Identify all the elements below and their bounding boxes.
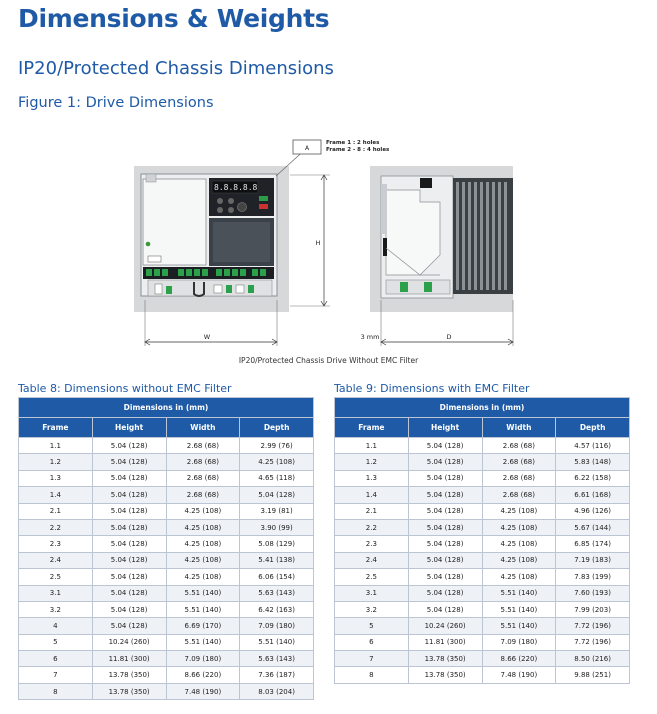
table-cell: 5.04 (128) [408, 438, 482, 454]
table-cell: 5.51 (140) [166, 585, 240, 601]
column-header: Height [408, 418, 482, 438]
table-cell: 2.4 [335, 552, 409, 568]
table-group-header: Dimensions in (mm) [19, 398, 314, 418]
table-cell: 8 [19, 683, 93, 699]
table-cell: 9.88 (251) [556, 667, 630, 683]
table-row [335, 601, 630, 617]
table-cell: 1.2 [335, 454, 409, 470]
terminal [162, 269, 168, 276]
table-cell: 7.48 (190) [166, 683, 240, 699]
table-cell: 1.2 [19, 454, 93, 470]
table-cell: 8.50 (216) [556, 651, 630, 667]
table-row [19, 651, 314, 667]
table-cell: 10.24 (260) [92, 634, 166, 650]
table-row [19, 618, 314, 634]
column-header: Frame [19, 418, 93, 438]
table-cell: 6 [19, 651, 93, 667]
table-cell: 4 [19, 618, 93, 634]
table-cell: 6 [335, 634, 409, 650]
keypad-button [228, 207, 234, 213]
hole-callout-label: A [304, 145, 310, 152]
table-row [335, 585, 630, 601]
table-cell: 5.63 (143) [240, 585, 314, 601]
table-row [335, 487, 630, 503]
table-cell: 1.4 [19, 487, 93, 503]
depth-label: D [446, 333, 452, 341]
terminal [146, 269, 152, 276]
table-cell: 2.68 (68) [482, 487, 556, 503]
table-cell: 5.51 (140) [166, 601, 240, 617]
table-cell: 2.5 [19, 569, 93, 585]
terminal [252, 269, 258, 276]
table-row [19, 683, 314, 699]
table-cell: 5.04 (128) [92, 569, 166, 585]
table-cell: 5.04 (128) [408, 519, 482, 535]
status-led [146, 242, 151, 247]
table-cell: 5 [335, 618, 409, 634]
front-cover [143, 179, 206, 265]
table-cell: 5.04 (128) [92, 552, 166, 568]
table-cell: 3.2 [335, 601, 409, 617]
table-cell: 2.68 (68) [482, 438, 556, 454]
table-cell: 3.2 [19, 601, 93, 617]
table-cell: 1.3 [335, 470, 409, 486]
table-row [19, 552, 314, 568]
table-cell: 8.66 (220) [482, 651, 556, 667]
table-cell: 5.04 (128) [92, 438, 166, 454]
table-cell: 4.25 (108) [166, 552, 240, 568]
table-cell: 7.60 (193) [556, 585, 630, 601]
table-cell: 5.63 (143) [240, 651, 314, 667]
table-cell: 5.04 (128) [92, 487, 166, 503]
hole-note-frame2: Frame 2 - 8 : 4 holes [326, 147, 390, 153]
table-row [19, 667, 314, 683]
table-cell: 8.03 (204) [240, 683, 314, 699]
table-cell: 13.78 (350) [408, 651, 482, 667]
table-cell: 3.19 (81) [240, 503, 314, 519]
column-header: Depth [240, 418, 314, 438]
table-row [335, 470, 630, 486]
table-cell: 4.25 (108) [166, 569, 240, 585]
section-title: IP20/Protected Chassis Dimensions [18, 58, 334, 79]
table-cell: 6.85 (174) [556, 536, 630, 552]
table-cell: 3.1 [19, 585, 93, 601]
table-row [19, 569, 314, 585]
table-row [335, 552, 630, 568]
table-cell: 6.06 (154) [240, 569, 314, 585]
table-cell: 6.22 (158) [556, 470, 630, 486]
table-cell: 3.90 (99) [240, 519, 314, 535]
rating-label [148, 256, 161, 262]
table-cell: 6.69 (170) [166, 618, 240, 634]
table-row [19, 438, 314, 454]
table-cell: 2.3 [335, 536, 409, 552]
table-dimensions-with-emc [334, 397, 630, 684]
table-cell: 5.04 (128) [92, 585, 166, 601]
height-label: H [315, 239, 321, 247]
table-cell: 5.04 (128) [240, 487, 314, 503]
terminal [260, 269, 266, 276]
table-group-header: Dimensions in (mm) [335, 398, 630, 418]
table-cell: 11.81 (300) [92, 651, 166, 667]
drive-dimensions-figure [0, 130, 657, 370]
table-cell: 5.04 (128) [92, 618, 166, 634]
table9-caption: Table 9: Dimensions with EMC Filter [334, 382, 530, 395]
table-cell: 5.51 (140) [482, 601, 556, 617]
table-cell: 1.1 [335, 438, 409, 454]
table-cell: 5.04 (128) [92, 503, 166, 519]
table8-caption: Table 8: Dimensions without EMC Filter [18, 382, 232, 395]
table-cell: 1.3 [19, 470, 93, 486]
table-cell: 5.04 (128) [408, 585, 482, 601]
table-cell: 4.25 (108) [166, 503, 240, 519]
display-digits: 8.8.8.8.8 [214, 183, 258, 192]
terminal [194, 269, 200, 276]
table-row [335, 651, 630, 667]
table-row [335, 503, 630, 519]
hole-note-frame1: Frame 1 : 2 holes [326, 140, 380, 146]
keypad-button [217, 198, 223, 204]
table-row [335, 667, 630, 683]
table-row [335, 634, 630, 650]
table-row [19, 470, 314, 486]
table-row [335, 536, 630, 552]
table-cell: 4.25 (108) [482, 503, 556, 519]
table-cell: 7.72 (196) [556, 634, 630, 650]
terminal [202, 269, 208, 276]
terminal [186, 269, 192, 276]
table-cell: 7.19 (183) [556, 552, 630, 568]
table-cell: 5.04 (128) [92, 601, 166, 617]
keypad-dial [238, 203, 247, 212]
table-cell: 5.04 (128) [408, 552, 482, 568]
column-header: Width [482, 418, 556, 438]
run-button [259, 196, 268, 201]
table-cell: 7.99 (203) [556, 601, 630, 617]
keypad-button [228, 198, 234, 204]
table-cell: 2.4 [19, 552, 93, 568]
table-cell: 2.68 (68) [166, 470, 240, 486]
table-cell: 1.1 [19, 438, 93, 454]
table-row [335, 569, 630, 585]
table-cell: 2.99 (76) [240, 438, 314, 454]
table-cell: 7.09 (180) [482, 634, 556, 650]
table-row [335, 438, 630, 454]
table-cell: 4.25 (108) [166, 519, 240, 535]
table-row [19, 585, 314, 601]
table-row [19, 487, 314, 503]
table-cell: 5.67 (144) [556, 519, 630, 535]
table-cell: 4.96 (126) [556, 503, 630, 519]
table-cell: 5.04 (128) [92, 454, 166, 470]
table-row [19, 519, 314, 535]
table-cell: 7.09 (180) [240, 618, 314, 634]
table-cell: 7 [335, 651, 409, 667]
table-cell: 5.04 (128) [408, 503, 482, 519]
terminal [224, 269, 230, 276]
table-cell: 5.51 (140) [240, 634, 314, 650]
table-cell: 2.5 [335, 569, 409, 585]
table-cell: 5.04 (128) [408, 470, 482, 486]
table-cell: 2.1 [19, 503, 93, 519]
column-header: Depth [556, 418, 630, 438]
table-cell: 7.09 (180) [166, 651, 240, 667]
table-cell: 5.51 (140) [166, 634, 240, 650]
table-cell: 4.25 (108) [482, 536, 556, 552]
terminal [232, 269, 238, 276]
table-row [335, 618, 630, 634]
table-cell: 5.83 (148) [556, 454, 630, 470]
table-row [19, 536, 314, 552]
table-cell: 13.78 (350) [92, 667, 166, 683]
side-view [370, 166, 513, 312]
offset-label: 3 mm [360, 333, 380, 341]
table-cell: 11.81 (300) [408, 634, 482, 650]
table-cell: 2.1 [335, 503, 409, 519]
table-cell: 4.25 (108) [240, 454, 314, 470]
table-row [19, 503, 314, 519]
table-row [335, 454, 630, 470]
table-cell: 4.25 (108) [482, 519, 556, 535]
table-dimensions-without-emc [18, 397, 314, 700]
table-cell: 2.68 (68) [482, 470, 556, 486]
table-cell: 2.68 (68) [482, 454, 556, 470]
table-cell: 7.72 (196) [556, 618, 630, 634]
table-cell: 5.04 (128) [408, 569, 482, 585]
table-cell: 4.25 (108) [166, 536, 240, 552]
table-cell: 10.24 (260) [408, 618, 482, 634]
table-cell: 3.1 [335, 585, 409, 601]
table-row [19, 454, 314, 470]
table-cell: 1.4 [335, 487, 409, 503]
table-cell: 7.83 (199) [556, 569, 630, 585]
table-cell: 5.04 (128) [408, 454, 482, 470]
table-cell: 4.65 (118) [240, 470, 314, 486]
table-cell: 5.08 (129) [240, 536, 314, 552]
stop-button [259, 204, 268, 209]
table-cell: 7.36 (187) [240, 667, 314, 683]
table-row [19, 601, 314, 617]
terminal [216, 269, 222, 276]
table-cell: 2.3 [19, 536, 93, 552]
table-cell: 5.04 (128) [408, 487, 482, 503]
terminal [154, 269, 160, 276]
table-cell: 8 [335, 667, 409, 683]
page-title: Dimensions & Weights [18, 4, 330, 33]
table-cell: 2.2 [335, 519, 409, 535]
table-cell: 2.68 (68) [166, 487, 240, 503]
column-header: Height [92, 418, 166, 438]
table-cell: 4.25 (108) [482, 552, 556, 568]
table-cell: 4.57 (116) [556, 438, 630, 454]
column-header: Width [166, 418, 240, 438]
table-row [19, 634, 314, 650]
side-connector [383, 238, 387, 256]
table-cell: 6.61 (168) [556, 487, 630, 503]
width-label: W [203, 333, 211, 341]
table-cell: 13.78 (350) [408, 667, 482, 683]
table-cell: 7 [19, 667, 93, 683]
table-cell: 6.42 (163) [240, 601, 314, 617]
table-cell: 5.51 (140) [482, 585, 556, 601]
table-cell: 5 [19, 634, 93, 650]
table-cell: 5.04 (128) [92, 470, 166, 486]
figure-caption: IP20/Protected Chassis Drive Without EMC Filter [238, 356, 419, 365]
table-cell: 2.68 (68) [166, 438, 240, 454]
column-header: Frame [335, 418, 409, 438]
front-view [134, 166, 289, 312]
table-cell: 5.04 (128) [408, 536, 482, 552]
keypad-button [217, 207, 223, 213]
table-cell: 4.25 (108) [482, 569, 556, 585]
table-cell: 7.48 (190) [482, 667, 556, 683]
table-cell: 13.78 (350) [92, 683, 166, 699]
table-cell: 8.66 (220) [166, 667, 240, 683]
figure-title: Figure 1: Drive Dimensions [18, 95, 214, 111]
table-cell: 5.04 (128) [92, 536, 166, 552]
terminal [178, 269, 184, 276]
terminal [240, 269, 246, 276]
table-cell: 5.41 (138) [240, 552, 314, 568]
table-cell: 2.2 [19, 519, 93, 535]
table-cell: 2.68 (68) [166, 454, 240, 470]
table-cell: 5.04 (128) [408, 601, 482, 617]
table-row [335, 519, 630, 535]
table-cell: 5.51 (140) [482, 618, 556, 634]
table-cell: 5.04 (128) [92, 519, 166, 535]
